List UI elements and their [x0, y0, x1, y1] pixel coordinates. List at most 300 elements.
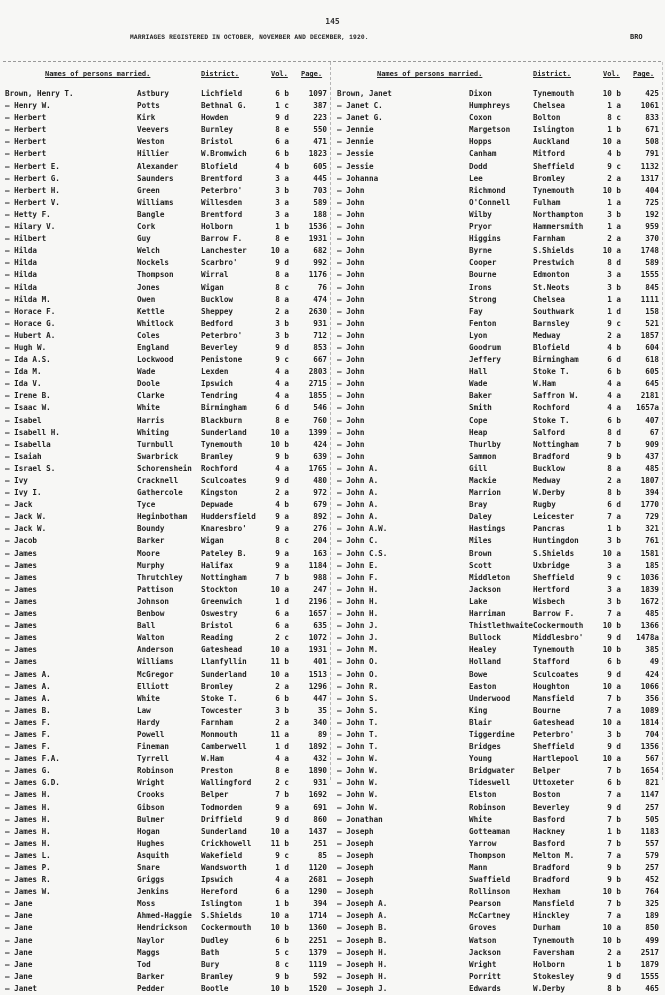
register-entry [337, 245, 662, 257]
entry-spouse-surname: Sammon [469, 451, 497, 461]
entry-spouse-surname: Moss [137, 899, 156, 909]
entry-volume: 4 a [607, 391, 621, 401]
entry-name: — Hilda [5, 282, 38, 292]
entry-name: — John S. [337, 693, 379, 703]
register-entry [5, 620, 330, 632]
entry-name: — Joseph J. [337, 983, 388, 993]
entry-name: — Jessie [337, 161, 374, 171]
entry-spouse-surname: Gibson [137, 802, 165, 812]
entry-name: — Janet C. [337, 101, 383, 111]
register-entry [337, 427, 662, 439]
entry-name: — John J. [337, 621, 379, 631]
entry-district: Farnham [533, 234, 566, 244]
entry-district: Camberwell [201, 742, 247, 752]
entry-page: 791 [645, 149, 659, 159]
register-entry [337, 777, 662, 789]
entry-volume: 9 b [607, 863, 621, 872]
entry-name: — John A. [337, 476, 379, 485]
entry-name: — James [5, 584, 38, 594]
register-entry [5, 838, 330, 850]
entry-page: 1657a [636, 403, 659, 413]
entry-district: Southwark [533, 306, 575, 316]
entry-name: — Joseph H. [337, 947, 388, 957]
entry-volume: 7 b [275, 790, 289, 800]
left-entries [5, 88, 330, 995]
entry-spouse-surname: Wade [137, 367, 156, 377]
entry-spouse-surname: Bulmer [137, 814, 165, 824]
entry-name: — Johanna [337, 173, 379, 183]
entry-spouse-surname: Barker [137, 536, 165, 546]
entry-name: — John O. [337, 657, 379, 667]
entry-volume: 4 b [607, 149, 621, 159]
entry-volume: 8 d [607, 258, 621, 268]
entry-name: — John A. [337, 500, 379, 510]
entry-spouse-surname: Thrutchley [137, 572, 183, 582]
entry-name: — James F. [5, 729, 51, 739]
entry-page: 618 [645, 355, 659, 365]
entry-name: — James L. [5, 850, 51, 860]
entry-page: 1317 [640, 173, 659, 183]
entry-volume: 10 b [602, 935, 621, 945]
entry-district: Mansfield [533, 693, 575, 703]
entry-spouse-surname: Ahmed-Haggie [137, 911, 192, 921]
entry-volume: 1 b [607, 524, 621, 534]
entry-page: 959 [645, 222, 659, 232]
entry-spouse-surname: Irons [469, 282, 492, 292]
entry-spouse-surname: Canham [469, 149, 497, 159]
register-entry [5, 523, 330, 535]
entry-spouse-surname: Underwood [469, 693, 511, 703]
entry-volume: 5 c [275, 947, 289, 957]
entry-name: — John [337, 258, 365, 268]
entry-volume: 3 a [275, 209, 289, 219]
entry-spouse-surname: Potts [137, 101, 160, 111]
entry-name: — John [337, 234, 365, 244]
entry-page: 76 [317, 282, 327, 292]
entry-spouse-surname: Elliott [137, 681, 170, 691]
entry-page: 682 [313, 246, 327, 256]
entry-district: Willesden [201, 197, 243, 207]
entry-district: Hexham [533, 887, 561, 897]
entry-name: — James H. [5, 790, 51, 800]
entry-page: 1520 [308, 983, 327, 993]
entry-volume: 8 a [607, 463, 621, 473]
register-entry [337, 826, 662, 838]
register-entry [337, 415, 662, 427]
entry-page: 1097 [308, 89, 327, 98]
header-vol: Vol. [603, 70, 620, 78]
entry-page: 635 [313, 621, 327, 631]
register-entry [337, 693, 662, 705]
entry-spouse-surname: Bridges [469, 742, 502, 752]
entry-spouse-surname: Ball [137, 621, 156, 631]
entry-name: — Jane [5, 923, 33, 933]
entry-page: 1890 [308, 766, 327, 776]
entry-spouse-surname: Easton [469, 681, 497, 691]
entry-name: — James [5, 548, 38, 558]
entry-district: Sunderland [201, 669, 247, 679]
register-entry [337, 185, 662, 197]
entry-page: 567 [645, 754, 659, 764]
register-entry [337, 499, 662, 511]
entry-district: Bradford [533, 451, 570, 461]
entry-district: Sunderland [201, 826, 247, 836]
entry-name: — James W. [5, 887, 51, 897]
entry-page: 356 [645, 693, 659, 703]
entry-page: 387 [313, 101, 327, 111]
entry-page: 49 [649, 657, 659, 667]
entry-spouse-surname: Gill [469, 463, 488, 473]
entry-name: — Hilary V. [5, 222, 56, 232]
entry-district: Stokesley [533, 971, 575, 981]
entry-volume: 10 b [602, 621, 621, 631]
entry-volume: 2 a [275, 717, 289, 727]
entry-name: — Ivy I. [5, 488, 42, 498]
entry-volume: 1 d [275, 596, 289, 606]
entry-page: 1714 [308, 911, 327, 921]
entry-name: — John [337, 294, 365, 304]
entry-spouse-surname: Smith [469, 403, 492, 413]
entry-name: — Jack [5, 500, 33, 510]
entry-name: — James F.A. [5, 754, 60, 764]
entry-volume: 10 a [270, 584, 289, 594]
entry-spouse-surname: Alexander [137, 161, 179, 171]
entry-page: 725 [645, 197, 659, 207]
entry-name: — Irene B. [5, 391, 51, 401]
entry-spouse-surname: Robinson [137, 766, 174, 776]
entry-spouse-surname: Williams [137, 197, 174, 207]
entry-volume: 3 b [275, 318, 289, 328]
entry-page: 189 [645, 911, 659, 921]
entry-page: 424 [313, 439, 327, 449]
register-entry [337, 487, 662, 499]
register-entry [337, 294, 662, 306]
entry-volume: 2 a [607, 330, 621, 340]
entry-name: — Joseph [337, 838, 374, 848]
entry-name: — John [337, 427, 365, 437]
entry-spouse-surname: Fineman [137, 742, 170, 752]
entry-spouse-surname: Law [137, 705, 151, 715]
entry-spouse-surname: Tideswell [469, 778, 511, 788]
entry-district: Crickhowell [201, 838, 252, 848]
entry-name: — Isaiah [5, 451, 42, 461]
register-entry [337, 124, 662, 136]
entry-spouse-surname: Powell [137, 729, 165, 739]
entry-page: 833 [645, 113, 659, 123]
entry-district: Nottingham [201, 572, 247, 582]
entry-spouse-surname: Weston [137, 137, 165, 147]
entry-district: Reading [201, 633, 234, 643]
entry-district: Gateshead [201, 645, 243, 655]
entry-spouse-surname: Wright [137, 778, 165, 788]
entry-district: Llanfyllin [201, 657, 247, 667]
entry-page: 592 [313, 971, 327, 981]
header-page: Page. [301, 70, 323, 78]
entry-volume: 1 d [275, 742, 289, 752]
entry-district: Wirral [201, 270, 229, 280]
entry-volume: 6 a [275, 137, 289, 147]
entry-district: Sculcoates [201, 476, 247, 485]
register-entry [5, 971, 330, 983]
entry-name: — John M. [337, 645, 379, 655]
register-entry [337, 197, 662, 209]
entry-spouse-surname: Wright [469, 959, 497, 969]
entry-name: — James G.D. [5, 778, 60, 788]
register-entry [337, 390, 662, 402]
entry-page: 1672 [640, 596, 659, 606]
entry-page: 550 [313, 125, 327, 135]
entry-district: Stafford [533, 657, 570, 667]
entry-volume: 10 b [602, 887, 621, 897]
entry-name: — John F. [337, 572, 379, 582]
entry-district: Wisbech [533, 596, 566, 606]
entry-district: Barrow F. [201, 234, 243, 244]
entry-page: 931 [313, 778, 327, 788]
entry-page: 1657 [308, 609, 327, 619]
register-entry [337, 354, 662, 366]
entry-page: 1555 [640, 270, 659, 280]
register-entry [337, 173, 662, 185]
entry-volume: 6 a [275, 609, 289, 619]
entry-page: 1379 [308, 947, 327, 957]
register-entry [5, 983, 330, 995]
entry-page: 67 [649, 427, 659, 437]
entry-page: 1119 [308, 959, 327, 969]
entry-page: 645 [645, 379, 659, 389]
entry-name: — Joseph A. [337, 899, 388, 909]
entry-district: Knaresbro' [201, 524, 247, 534]
entry-district: Bristol [201, 621, 234, 631]
register-entry [5, 378, 330, 390]
entry-page: 671 [645, 125, 659, 135]
entry-district: Hackney [533, 826, 566, 836]
register-entry [5, 294, 330, 306]
register-entry [337, 330, 662, 342]
register-entry [5, 850, 330, 862]
entry-page: 2681 [308, 875, 327, 885]
entry-district: Blofield [201, 161, 238, 171]
register-entry [5, 596, 330, 608]
register-entry [337, 221, 662, 233]
entry-page: 163 [313, 548, 327, 558]
entry-volume: 3 a [607, 270, 621, 280]
entry-spouse-surname: Moore [137, 548, 160, 558]
entry-volume: 3 b [607, 729, 621, 739]
entry-spouse-surname: Cork [137, 222, 156, 232]
entry-page: 480 [313, 476, 327, 485]
entry-district: S.Shields [533, 548, 575, 558]
entry-spouse-surname: Marrion [469, 488, 502, 498]
register-entry [337, 511, 662, 523]
entry-volume: 6 a [275, 887, 289, 897]
entry-name: — John W. [337, 766, 379, 776]
entry-district: Melton M. [533, 850, 575, 860]
register-entry [5, 922, 330, 934]
entry-spouse-surname: Asquith [137, 850, 170, 860]
entry-spouse-surname: Pedder [137, 983, 165, 993]
register-entry [5, 463, 330, 475]
entry-volume: 6 d [275, 403, 289, 413]
entry-volume: 7 b [275, 572, 289, 582]
entry-spouse-surname: Jeffery [469, 355, 502, 365]
entry-name: — John A. [337, 488, 379, 498]
header-page: Page. [633, 70, 655, 78]
entry-name: — Joseph [337, 875, 374, 885]
entry-page: 1184 [308, 560, 327, 570]
entry-district: Depwade [201, 500, 234, 510]
register-entry [5, 584, 330, 596]
entry-name: — James F. [5, 717, 51, 727]
entry-volume: 11 a [270, 729, 289, 739]
entry-page: 1765 [308, 463, 327, 473]
entry-spouse-surname: Coxon [469, 113, 492, 123]
entry-name: — John [337, 451, 365, 461]
entry-district: Medway [533, 330, 561, 340]
entry-district: Birmingham [533, 355, 579, 365]
entry-district: Auckland [533, 137, 570, 147]
entry-spouse-surname: Thompson [469, 850, 506, 860]
entry-name: — Isabel [5, 415, 42, 425]
entry-page: 401 [313, 657, 327, 667]
entry-page: 1183 [640, 826, 659, 836]
entry-name: — Joseph B. [337, 935, 388, 945]
entry-name: — James [5, 560, 38, 570]
entry-page: 1437 [308, 826, 327, 836]
entry-volume: 6 b [607, 778, 621, 788]
entry-volume: 1 d [275, 863, 289, 872]
entry-district: Gateshead [533, 717, 575, 727]
entry-district: St.Neots [533, 282, 570, 292]
entry-spouse-surname: Fay [469, 306, 483, 316]
entry-spouse-surname: Watson [469, 935, 497, 945]
entry-volume: 7 b [607, 439, 621, 449]
entry-name: — John [337, 246, 365, 256]
register-entry [5, 257, 330, 269]
entry-district: Lichfield [201, 89, 243, 98]
register-entry [337, 475, 662, 487]
entry-name: — John W. [337, 802, 379, 812]
entry-volume: 10 a [602, 246, 621, 256]
entry-spouse-surname: Dixon [469, 89, 492, 98]
entry-page: 579 [645, 850, 659, 860]
entry-name: — Joseph [337, 850, 374, 860]
entry-district: Bradford [533, 863, 570, 872]
entry-name: — Jack W. [5, 524, 47, 534]
entry-name: — John C.S. [337, 548, 388, 558]
entry-page: 1931 [308, 645, 327, 655]
entry-volume: 8 c [275, 282, 289, 292]
entry-name: — Jacob [5, 536, 38, 546]
entry-name: — Isabell H. [5, 427, 60, 437]
entry-name: — Janet [5, 983, 38, 993]
entry-name: — John A. [337, 463, 379, 473]
entry-spouse-surname: Saunders [137, 173, 174, 183]
register-entry [337, 366, 662, 378]
entry-name: — John S. [337, 705, 379, 715]
entry-volume: 8 b [607, 983, 621, 993]
entry-name: — Herbert [5, 149, 47, 159]
entry-spouse-surname: Crooks [137, 790, 165, 800]
entry-spouse-surname: Rollinson [469, 887, 511, 897]
entry-spouse-surname: McCartney [469, 911, 511, 921]
register-entry [337, 850, 662, 862]
entry-page: 589 [645, 258, 659, 268]
register-entry [337, 233, 662, 245]
register-entry [337, 729, 662, 741]
register-entry [337, 765, 662, 777]
entry-name: — Joseph [337, 887, 374, 897]
entry-page: 1366 [640, 621, 659, 631]
entry-spouse-surname: Nockels [137, 258, 170, 268]
entry-spouse-surname: McGregor [137, 669, 174, 679]
right-column-header [337, 66, 662, 88]
entry-volume: 3 a [275, 173, 289, 183]
entry-name: — James H. [5, 802, 51, 812]
entry-page: 1770 [640, 500, 659, 510]
entry-district: Sheffield [533, 161, 575, 171]
entry-name: — John T. [337, 742, 379, 752]
entry-spouse-surname: Anderson [137, 645, 174, 655]
entry-volume: 4 a [275, 367, 289, 377]
entry-page: 1120 [308, 863, 327, 872]
entry-spouse-surname: Humphreys [469, 101, 511, 111]
entry-volume: 9 c [275, 355, 289, 365]
entry-volume: 10 a [270, 911, 289, 921]
register-entry [337, 378, 662, 390]
entry-spouse-surname: Robinson [469, 802, 506, 812]
entry-volume: 3 b [607, 536, 621, 546]
entry-volume: 4 a [275, 754, 289, 764]
entry-volume: 7 b [607, 693, 621, 703]
entry-name: — Joseph [337, 863, 374, 872]
register-entry [337, 669, 662, 681]
entry-name: — John W. [337, 778, 379, 788]
entry-name: — John [337, 185, 365, 195]
entry-page: 1072 [308, 633, 327, 643]
entry-page: 188 [313, 209, 327, 219]
entry-spouse-surname: Pearson [469, 899, 502, 909]
register-entry [5, 282, 330, 294]
entry-spouse-surname: Jackson [469, 584, 502, 594]
entry-district: Bath [201, 947, 220, 957]
entry-spouse-surname: Coles [137, 330, 160, 340]
entry-page: 2196 [308, 596, 327, 606]
register-entry [5, 233, 330, 245]
entry-name: — Isabella [5, 439, 51, 449]
entry-page: 432 [313, 754, 327, 764]
entry-volume: 8 a [275, 294, 289, 304]
entry-page: 691 [313, 802, 327, 812]
entry-name: — John [337, 282, 365, 292]
entry-name: — Jane [5, 959, 33, 969]
entry-spouse-surname: Snare [137, 863, 160, 872]
header-names: Names of persons married. [45, 70, 151, 78]
entry-spouse-surname: Thurlby [469, 439, 502, 449]
entry-spouse-surname: Gathercole [137, 488, 183, 498]
register-entry [5, 681, 330, 693]
entry-district: Towcester [201, 705, 243, 715]
entry-district: Lexden [201, 367, 229, 377]
register-entry [337, 306, 662, 318]
register-entry [337, 874, 662, 886]
entry-volume: 9 d [275, 476, 289, 485]
entry-name: — John C. [337, 536, 379, 546]
entry-district: Cockermouth [201, 923, 252, 933]
register-entry [5, 656, 330, 668]
register-entry [337, 112, 662, 124]
entry-volume: 7 a [607, 705, 621, 715]
entry-volume: 4 a [607, 379, 621, 389]
